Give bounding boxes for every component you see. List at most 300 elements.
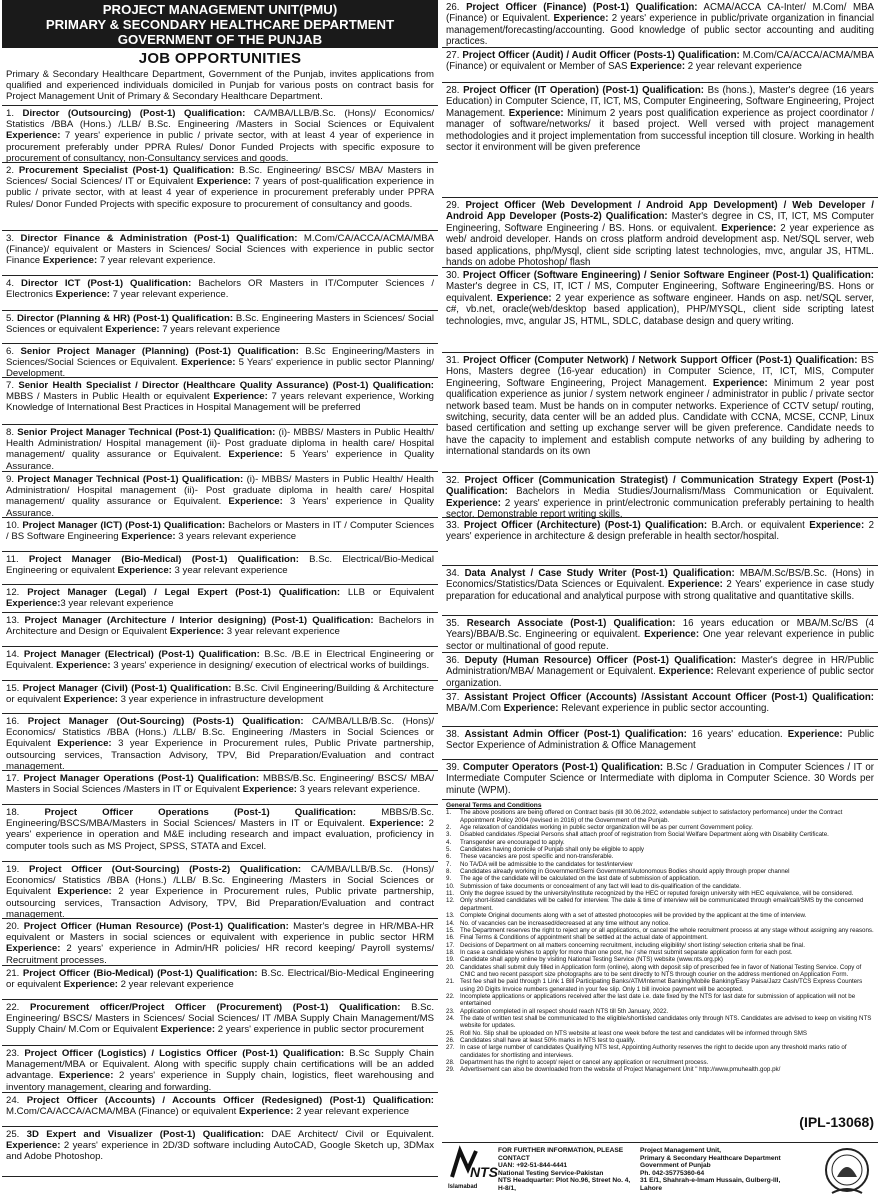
job-experience: 3 year relevant experience [224,626,340,638]
job-title: Project Officer (Software Engineering) / Senior Software Engineer (Post-1) Qualification: [462,270,874,281]
term-item [446,1037,874,1044]
term-text: Submission of fake documents or concealment of any fact will lead to dis-qualification of the candidate. [460,882,741,890]
job-number: 26. [446,2,460,13]
term-item [446,861,874,868]
punjab-emblem-icon [822,1145,872,1199]
term-text: Department has the right to accept/ reject or cancel any application or recruitment process. [460,1059,709,1067]
term-text: Candidates having domicile of Punjab shall only be eligible to apply [460,846,645,854]
job-experience: 7 years relevant experience, Working Knowledge of International Best Practices in Hospital Management will be preferred [6,391,434,414]
experience-label: Experience: [6,130,61,142]
job-title: Project Officer (Finance) (Post-1) Qualification: [466,2,698,13]
term-item [446,883,874,890]
job-experience: 2 year experience as web/ android developer. Hands on cross platform android development asp. Net/SQL server, web based applications, php/Mysql, client side scripting latest technologies, mvc, angular JS, HTML. hands on adobe Photoshop/ flash [446,222,875,269]
term-item [446,993,874,1008]
job-number: 35. [446,618,460,629]
job-number: 31. [446,355,460,366]
job-number: 6. [6,346,15,357]
advertisement-page [2,0,878,1200]
job-number: 20. [6,921,20,932]
job-item [442,0,878,48]
term-number: 27. [446,1044,455,1052]
job-title: Project Officer (Audit) / Audit Officer (Posts-1) Qualification: [462,50,740,61]
job-item [442,653,878,690]
job-title: Project Manager (Bio-Medical) (Post-1) Qualification: [28,554,299,565]
experience-label: Experience: [369,818,424,830]
job-qualification: MBA/M.Sc/BS/B.Sc. (Hons) in Economics/Statistics/Data Sciences or Equivalent. [446,568,874,591]
job-number: 39. [446,762,460,773]
experience-label: Experience: [667,579,723,591]
experience-label: Experience: [213,391,268,403]
job-qualification: CA/MBA/LLB/B.Sc. (Hons)/ Economics/ Statistics /BBA (Hons.) /LLB/ B.Sc. Engineering /Masters in Social Sciences or Equivalent [6,864,434,898]
term-number: 9. [446,875,452,883]
experience-label: Experience: [503,703,559,715]
job-item [2,518,438,552]
job-item [442,690,878,727]
job-qualification: B.Sc Supply Chain Management/MBA or Equivalent. Along with specific supply chain certifications will be an added advantage. [6,1048,434,1082]
experience-label: Experience: [56,660,111,672]
job-qualification: B.Sc. Civil Engineering/Building & Architecture or equivalent [6,683,434,706]
right-job-list [442,0,878,800]
terms-title: General Terms and Conditions [446,802,542,809]
experience-label: Experience: [6,598,61,610]
job-title: Project Manager Operations (Post-1) Qualification: [23,773,260,784]
term-number: 11. [446,890,455,898]
job-item [442,616,878,653]
experience-label: Experience: [446,497,501,509]
experience-label: Experience: [63,979,119,991]
job-title: Project Officer (IT Operation) (Post-1) Qualification: [463,85,704,96]
job-experience: 2 Years' experience in case study preparation for educational and analytical purpose with strong qualitative and quantitative skills. [446,579,874,602]
job-number: 15. [6,683,20,694]
contact-line: NTS Headquarter: Plot No.96, Street No. 4, H-8/1, [498,1177,631,1192]
job-item [2,163,438,231]
job-number: 14. [6,649,20,660]
job-item [2,613,438,647]
nts-city: Islamabad [448,1183,478,1190]
job-item [442,353,878,473]
job-qualification: M.Com/CA/ACCA/ACMA/MBA (Finance) or equivalent or Member of SAS [446,50,874,73]
term-number: 21. [446,978,455,986]
job-item [2,378,438,425]
term-number: 19. [446,956,455,964]
term-number: 26. [446,1037,455,1044]
nts-logo-icon [448,1147,498,1181]
job-experience: 2 years' experience in public sector procurement [215,1024,424,1036]
job-qualification: M.Com/CA/ACCA/ACMA/MBA (Finance)/ equivalent or Masters in Sciences/ Social Sciences with experience in public sector Finance [6,233,434,267]
term-number: 23. [446,1007,455,1015]
job-experience: 3 Years' experience in Quality Assurance. [6,496,434,519]
term-text: Only short-listed candidates will be called for interview. The date & time of interview will be communicated through email/call/SMS by the concerned department. [460,897,864,912]
job-qualification: 16 years' education. [686,729,788,740]
job-qualification: B.Sc / Graduation in Computer Sciences / IT or Intermediate Computer Science or Intermediate with diploma in Computer Science. 30 Words per minute (WPM). [446,762,874,796]
pmu-line: Government of Punjab [640,1162,711,1170]
experience-label: Experience: [553,13,609,25]
term-text: In case a candidate wishes to apply for more than one post, he / she must submit separate application form for each post. [460,948,793,956]
term-number: 8. [446,868,452,876]
term-text: No. of vacancies can be increased/decreased at any time without any notice. [460,919,671,927]
job-item [442,268,878,353]
term-number: 7. [446,860,452,868]
experience-label: Experience: [57,886,112,898]
experience-label: Experience: [6,943,61,955]
term-item [446,890,874,897]
contact-line: UAN: +92-51-844-4441 [498,1162,568,1170]
job-qualification: B.Sc. Electrical/Bio-Medical Engineering or equivalent [6,968,434,991]
term-text: Only the degree issued by the university/institute recognized by the HEC or reputed foreign university with HEC equivalence, will be considered. [460,890,854,898]
job-experience: 3 year relevant experience [171,565,288,577]
term-number: 14. [446,919,455,927]
job-experience: 3 years' experience in designing/ execution of electrical works of buildings. [110,660,430,672]
term-text: Disabled candidates /Special Persons shall attach proof of registration from Social Welfare Department along with Disability Certificate. [460,831,829,839]
term-number: 10. [446,882,455,890]
pmu-line: Primary & Secondary Healthcare Department [640,1154,781,1162]
job-number: 9. [6,474,15,485]
job-title: Project Officer (Computer Network) / Network Support Officer (Post-1) Qualification: [463,355,858,366]
job-experience: 2 year relevant experience [118,979,234,991]
job-number: 5. [6,313,15,324]
job-number: 34. [446,568,460,579]
job-qualification: Bs (hons.), Master's degree (16 years Education) in Computer Science, IT, ICT, MS, Computer Engineering, Software Engineering, Project Management. [446,85,874,119]
terms-list [446,809,874,1073]
job-experience: 3 years relevant experience. [296,784,421,796]
experience-label: Experience: [105,324,160,336]
experience-label: Experience: [6,1140,61,1152]
term-item [446,1059,874,1066]
job-qualification: MBBS / Masters in Public Health or equivalent [6,391,214,403]
job-experience: 2 year relevant experience [685,61,802,73]
job-item [442,198,878,268]
job-qualification: M.Com/CA/ACCA/ACMA/MBA (Finance) or equivalent [6,1106,239,1118]
job-experience: 3 years relevant experience [175,531,297,543]
job-experience: Public Sector Experience of Administration & Office Management [446,729,875,752]
job-item [442,518,878,566]
job-title: Director (Planning & HR) (Post-1) Qualification: [16,313,234,324]
left-job-list [2,106,438,1177]
job-qualification: Master's degree in CS, IT, ICT, MS Computer Engineering, Software Engineering / BS. Hons. or equivalent. [446,211,874,234]
job-number: 4. [6,278,15,289]
job-title: Project Officer (Bio-Medical) (Post-1) Qualification: [22,968,258,979]
pmu-line: Lahore [640,1184,662,1192]
term-item [446,912,874,919]
job-title: Project Manager (Legal) / Legal Expert (Post-1) Qualification: [27,587,341,598]
term-item [446,920,874,927]
term-text: Complete Original documents along with a set of attested photocopies will be provided by the applicant at the time of interview. [460,912,807,920]
job-title: Director (Outsourcing) (Post-1) Qualification: [22,108,246,119]
job-title: Project Officer (Communication Strategist) / Communication Strategy Expert (Post-1) Qualification: [446,475,874,498]
job-item [2,1046,438,1093]
job-item [442,727,878,760]
job-qualification: Bachelors or Masters in IT / Computer Sciences / BS Software Engineering [6,520,434,543]
jobs-title: JOB OPPORTUNITIES [138,50,302,67]
job-number: 30. [446,270,460,281]
job-number: 3. [6,233,15,244]
job-qualification: B.Arch. or equivalent [707,520,810,531]
term-number: 18. [446,948,455,956]
job-experience: 7 year relevant experience. [97,255,216,267]
header-line-2: PRIMARY & SECONDARY HEALTHCARE DEPARTMENT [45,17,395,32]
term-number: 29. [446,1066,455,1074]
experience-label: Experience: [658,666,714,678]
term-number: 4. [446,838,452,846]
job-experience: 3 year relevant experience [60,598,174,610]
contact-line: National Testing Service-Pakistan [498,1169,604,1177]
experience-label: Experience: [228,496,283,508]
job-title: Project Manager Technical (Post-1) Qualification: [17,474,244,485]
term-text: Candidates already working in Government/Semi Government/Autonomous Bodies should apply through proper channel [460,868,790,876]
job-title: Project Manager (Out-Sourcing) (Posts-1) Qualification: [27,716,304,727]
job-item [2,966,438,1000]
term-item [446,927,874,934]
term-number: 1. [446,809,452,817]
term-text: Decisions of Department on all matters concerning recruitment, including eligibility/ short listing/ selection criteria shall be final. [460,941,805,949]
job-number: 7. [6,380,15,391]
term-text: The Department reserves the right to reject any or all applications, or cancel the whole recruitment process at any stage without assigning any reasons. [460,926,874,934]
experience-label: Experience: [121,531,176,543]
job-experience: 5 Years' experience in Quality Assurance. [6,449,434,472]
header-line-3: GOVERNMENT OF THE PUNJAB [117,32,323,47]
job-item [2,552,438,585]
term-text: Age relaxation of candidates working in public sector organization will be as per current Government policy. [460,824,753,832]
job-number: 17. [6,773,20,784]
pmu-line: Ph. 042-35775360-64 [640,1169,705,1177]
job-item [442,473,878,521]
job-title: Data Analyst / Case Study Writer (Post-1) Qualification: [464,568,735,579]
job-number: 10. [6,520,20,531]
footer [442,1142,878,1200]
term-text: Advertisement can also be downloaded from the website of Project Management Unit " http://www.pmuhealth.gop.pk/ [460,1066,781,1074]
nts-logo [448,1147,498,1193]
term-item [446,1015,874,1030]
job-experience: 7 years relevant experience [159,324,281,336]
experience-label: Experience: [712,377,768,389]
job-item [2,771,438,805]
job-number: 13. [6,615,20,626]
job-qualification: Master's degree in HR/MBA-HR equivalent or Masters in social sciences or equivalent with experience in public sector HRM [6,921,434,944]
job-title: Project Manager (Electrical) (Post-1) Qualification: [23,649,260,660]
job-number: 25. [6,1129,20,1140]
experience-label: Experience: [57,738,112,750]
job-number: 2. [6,165,15,176]
term-item [446,846,874,853]
term-text: Final Terms & Conditions of appointment shall be settled at the actual date of appointment. [460,934,708,942]
left-column [2,0,438,1177]
term-item [446,1066,874,1073]
nts-logo-text: NTS [470,1164,498,1180]
job-experience: 7 year relevant experience. [110,289,229,301]
job-title: Procurement officer/Project Officer (Procurement) (Post-1) Qualification: [30,1002,401,1013]
job-item [2,1093,438,1127]
term-text: Candidate shall apply online by visiting National Testing Service (NTS) website (www.nts.org.pk) [460,956,723,964]
job-number: 23. [6,1048,20,1059]
job-experience: 2 year experience as software engineer. Hands on asp. net/SQL server, c#, vb.net, oracle(web/desktop based application), PHP/MYSQL, client side scripting latest technologies, mvc, angular JS, HTML, SDLC, database design and query writing. [446,292,874,327]
term-item [446,831,874,838]
term-item [446,824,874,831]
job-item [442,566,878,616]
experience-label: Experience: [181,357,236,369]
header-line-1: PROJECT MANAGEMENT UNIT(PMU) [102,2,338,17]
term-item [446,949,874,956]
experience-label: Experience: [169,626,225,638]
job-number: 21. [6,968,20,979]
job-qualification: ACMA/ACCA CA-Inter/ M.Com/ MBA (Finance) or Equivalent. [446,2,874,25]
job-experience: 2 years' experience in public/private organization in financial management/forecasting/accounting. Good knowledge of public sector accounting and auditing practices. [446,13,874,48]
job-title: Project Officer (Architecture) (Post-1) Qualification: [463,520,708,531]
job-title: Assistant Admin Officer (Post-1) Qualification: [464,729,687,740]
terms-and-conditions [442,800,878,1142]
experience-label: Experience: [644,629,700,641]
job-title: Project Manager (ICT) (Post-1) Qualification: [22,520,226,531]
job-qualification: MBBS/B.Sc. Engineering/BSCS/MBA/Masters in Social Sciences/ Masters in IT or Equivalent. [6,807,434,830]
job-item [442,83,878,198]
job-number: 19. [6,864,20,875]
job-item [2,585,438,613]
job-number: 1. [6,108,15,119]
term-number: 13. [446,912,455,920]
job-number: 33. [446,520,460,531]
job-title: Project Officer (Human Resource) (Post-1) Qualification: [23,921,289,932]
job-title: Director Finance & Administration (Post-1) Qualification: [20,233,298,244]
experience-label: Experience: [196,176,252,188]
job-qualification: DAE Architect/ Civil or Equivalent. [264,1129,434,1140]
experience-label: Experience: [63,694,119,706]
term-item [446,978,874,993]
term-number: 12. [446,897,455,905]
term-text: Candidates shall submit duly filled in Application form (online), along with deposit slip of prescribed fee in favor of National Testing Service. Copy of CNIC and two recent passport size photographs are to be sent directly to NTS through courier on the address mentioned on Application Form. [460,963,862,978]
job-qualification: B.Sc. Engineering/ BSCS/ Masters in Sciences/ Social Sciences/ IT /MBA Supply Chain Management/MS Supply Chain/ M.Com or Equivalent [6,1002,435,1036]
job-number: 38. [446,729,460,740]
job-qualification: Bachelors OR Masters in IT/Computer Sciences / Electronics [6,278,435,301]
job-title: Project Officer (Out-Sourcing) (Posts-2) Qualification: [29,864,302,875]
job-experience: 2 year Experience in Procurement rules, Public private partnership, outsourcing services, Transaction Advisory, TPV, Bid Preparation/Evaluation and contract management. [6,886,435,920]
term-text: Test fee shall be paid through 1 Link 1 Bill Participating Banks/ATM/Internet Banking/Mobile Banking/Easy Paisa/Jazz Cash/TCS Express Counters using 20 Digits Invoice numbers generated in your fee slip. Only 1 bill invoice payment will be accepted. [460,978,863,993]
experience-label: Experience: [117,565,172,577]
job-experience: 2 years' experience in architecture & design preferable in health sector/hospital. [446,520,874,543]
job-item [2,714,438,771]
job-experience: Relevant experience of public sector organization. [446,666,874,689]
job-number: 24. [6,1095,20,1106]
job-title: Senior Health Specialist / Director (Healthcare Quality Assurance) (Post-1) Qualification: [18,380,434,391]
term-text: The above positions are being offered on Contract basis (till 30.06.2022, extendable subject to satisfactory performance) under the Contract Appointment Policy 2004 (revised in 2016) of the Government of the Punjab. [460,809,843,824]
job-experience: 2 years' experience in Admin/HR policies/ HR record keeping/ Payroll systems/ Recruitment processes. [6,943,434,966]
term-number: 25. [446,1029,455,1037]
job-experience: 3 year Experience in Procurement rules, Public Private partnership, outsourcing services, Transaction Advisory, TPV, Bid Preparation/Evaluation and contract management. [6,738,434,772]
term-number: 17. [446,941,455,949]
term-item [446,897,874,912]
job-qualification: Master's degree in HR/Public Administration/MBA/ Management or Equivalent. [446,655,874,678]
term-text: The date of written test shall be communicated to the eligible/shortlisted candidates only through NTS. Candidates are advised to keep on visiting NTS website for updates. [460,1014,872,1030]
job-item [2,681,438,714]
job-item [2,805,438,862]
job-number: 18. [6,807,20,818]
job-qualification: MBBS/B.Sc. Engineering/ BSCS/ MBA/ Masters in Social Sciences /Masters in IT or Equivalent [6,773,434,796]
job-qualification: LLB or Equivalent [340,587,434,598]
job-experience: Relevant experience in public sector accounting. [558,703,770,715]
experience-label: Experience: [42,255,98,267]
term-number: 5. [446,846,452,854]
job-qualification: B.Sc Engineering/Masters in Sciences/Social Sciences or Equivalent. [6,346,435,369]
term-number: 24. [446,1014,455,1022]
job-title: Senior Project Manager (Planning) (Post-1) Qualification: [20,346,299,357]
job-title: Senior Project Manager Technical (Post-1) Qualification: [17,427,276,438]
contact-block [498,1147,634,1193]
term-item [446,839,874,846]
job-title: Project Officer (Logistics) / Logistics Officer (Post-1) Qualification: [24,1048,345,1059]
job-experience: Minimum 2 years post qualification experience as project coordinator / manager of software/networks/ it based project. Well versed with project management methodologies and it project implementation from successful inception till closure. Working in health sector it environment will be given preference [446,107,874,154]
job-number: 29. [446,200,460,211]
job-number: 32. [446,475,460,486]
job-title: Director ICT (Post-1) Qualification: [21,278,192,289]
intro-paragraph: Primary & Secondary Healthcare Department, Government of the Punjab, invites applications from qualified and experienced individuals domiciled in Punjab for various posts on contract basis for Project Management Unit of Primary & Secondary Healthcare Department. [2,68,438,106]
term-item [446,875,874,882]
job-experience: 2 year relevant experience [293,1106,410,1118]
experience-label: Experience: [59,1070,114,1082]
experience-label: Experience: [787,729,843,740]
term-text: Application completed in all respect should reach NTS till 5th January, 2022. [460,1007,669,1015]
term-item [446,1030,874,1037]
job-qualification: MBA/M.Com [446,703,504,715]
job-item [2,106,438,163]
job-item [2,425,438,472]
term-number: 6. [446,853,452,861]
job-qualification: Master's degree in CS, IT, ICT / MS, Computer Engineering, Software Engineering/BS. Hons or equivalent. [446,281,874,304]
term-item [446,809,874,824]
job-title: Computer Operators (Post-1) Qualification: [462,762,664,773]
term-text: Incomplete applications or applications received after the last date i.e. date fixed by the NTS for last date for submission of application will not be entertained [460,992,856,1008]
job-item [442,760,878,800]
experience-label: Experience: [809,520,865,531]
job-qualification: Bachelors in Architecture and Design or Equivalent [6,615,434,638]
experience-label: Experience: [508,107,564,119]
experience-label: Experience: [228,449,283,461]
job-number: 12. [6,587,20,598]
term-text: Transgender are encouraged to apply. [460,838,565,846]
header-banner [2,0,438,48]
job-number: 16. [6,716,20,727]
term-item [446,1044,874,1059]
term-item [446,868,874,875]
term-text: Roll No. Slip shall be uploaded on NTS website at least one week before the test and candidates will be informed through SMS [460,1029,808,1037]
job-experience: 2 years' experience in 2D/3D software including AutoCAD, Google Sketch up, 3DMax and Adobe Photoshop. [6,1140,434,1163]
job-experience: 7 years of post-qualification experience in public / private sector, with at least 4 year of experience in procurement preferably under PPRA Rules/ Donor Funded Projects with specific exposure to procurement of consultancy and goods. [6,176,434,210]
job-experience: 5 Years' experience in public sector Planning/ Development. [6,357,434,380]
job-number: 8. [6,427,15,438]
job-experience: Minimum 2 year post qualification experience as junior / system network engineer / administrator in public / private sector network based team. Must be hands on in computer networks. Experience of CCTV setup/ routing, switching, security, data center will be an added plus. Candidate with CCNA, MCSE, CCNP, Linux based certification and setting up exchange server will be given preference. Candidate needs to have the capacity to implement and establish compute networks of any building by adhering to international standards on its own [446,377,874,458]
experience-label: Experience: [721,222,777,234]
job-qualification: CA/MBA/LLB/B.Sc. (Hons)/ Economics/ Statistics /BBA (Hons.) /LLB/ B.Sc. Engineering /Masters in Social Sciences or Equivalent [6,108,434,131]
job-qualification: B.Sc. /B.E in Electrical Engineering or Equivalent. [6,649,434,672]
job-title: Project Manager (Civil) (Post-1) Qualification: [22,683,232,694]
job-experience: 7 years' experience in public / private sector, with at least 4 year of experience in procurement preferably under PPRA Rules/ Donor Funded Projects with specific exposure to procurement of consultancy, non-Consultancy services and goods. [6,130,434,164]
job-item [2,472,438,518]
job-title: Assistant Project Officer (Accounts) /Assistant Account Officer (Post-1) Qualification: [464,692,874,703]
job-item [2,231,438,276]
term-item [446,956,874,963]
job-title: Project Officer Operations (Post-1) Qualification: [44,807,357,818]
pmu-line: Project Management Unit, [640,1147,721,1154]
job-item [2,862,438,919]
term-text: The age of the candidate will be calculated on the last date of submission of application. [460,875,701,883]
job-experience: One year relevant experience in public sector or multinational of good repute. [446,629,874,652]
term-item [446,1008,874,1015]
job-qualification: CA/MBA/LLB/B.Sc. (Hons)/ Economics/ Statistics /BBA (Hons.) /LLB/ B.Sc. Engineering /Masters in Social Sciences or Equivalent [6,716,435,750]
job-title: Deputy (Human Resource) Officer (Post-1) Qualification: [464,655,737,666]
term-number: 2. [446,824,452,832]
ipl-number: (IPL-13068) [799,1114,874,1130]
term-number: 28. [446,1059,455,1067]
term-text: These vacancies are post specific and non-transferable. [460,853,614,861]
experience-label: Experience: [496,292,552,304]
experience-label: Experience: [160,1024,216,1036]
